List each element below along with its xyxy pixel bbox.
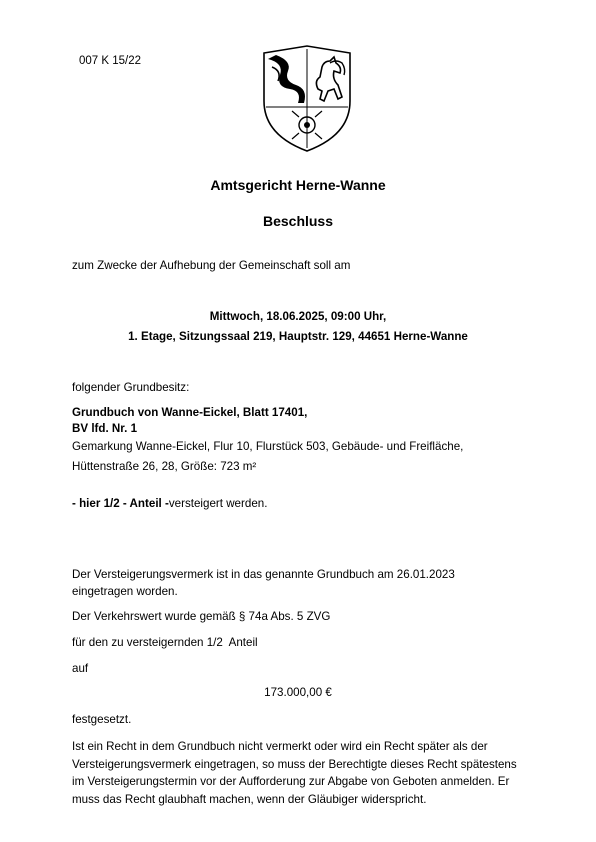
anteil-text: für den zu versteigernden 1/2 Anteil: [72, 636, 258, 649]
auf-text: auf: [72, 662, 89, 675]
grundbuch-line: Gemarkung Wanne-Eickel, Flur 10, Flurstück 503, Gebäude- und Freifläche,: [72, 440, 464, 453]
court-name: Amtsgericht Herne-Wanne: [210, 177, 386, 193]
anteil-bold: - hier 1/2 - Anteil -: [72, 497, 169, 510]
intro-text: zum Zwecke der Aufhebung der Gemeinschaft soll am: [72, 259, 351, 272]
grundbuch-line: Grundbuch von Wanne-Eickel, Blatt 17401,: [72, 406, 308, 419]
coat-of-arms-icon: [262, 45, 352, 153]
grundbuch-line: BV lfd. Nr. 1: [72, 422, 138, 435]
vermerk-text: Der Versteigerungsvermerk ist in das genannte Grundbuch am 26.01.2023 eingetragen worden.: [72, 568, 455, 598]
anteil-rest: versteigert werden.: [168, 497, 268, 510]
anteil-line: [72, 496, 267, 511]
termin-date: Mittwoch, 18.06.2025, 09:00 Uhr,: [209, 310, 387, 323]
file-reference: 007 K 15/22: [79, 55, 142, 67]
verkehrswert-amount: 173.000,00 €: [264, 686, 332, 699]
grundbuch-line: Hüttenstraße 26, 28, Größe: 723 m²: [72, 460, 257, 473]
rights-paragraph: Ist ein Recht in dem Grundbuch nicht vermerkt oder wird ein Recht später als der Versteigerungsvermerk eingetragen, so muss der Berechtigte dieses Recht spätestens im Versteigerungstermin vor der Aufforderung zur Abgabe von Geboten anmelden. Er muss das Recht glaubhaft machen, wenn der Gläubiger widerspricht.: [72, 740, 517, 806]
document-title: Beschluss: [262, 213, 334, 229]
termin-location: 1. Etage, Sitzungssaal 219, Hauptstr. 129, 44651 Herne-Wanne: [128, 330, 468, 343]
verkehrswert-text: Der Verkehrswert wurde gemäß § 74a Abs. 5 ZVG: [72, 610, 331, 623]
festgesetzt-text: festgesetzt.: [72, 713, 132, 726]
grundbesitz-label: folgender Grundbesitz:: [72, 381, 190, 394]
